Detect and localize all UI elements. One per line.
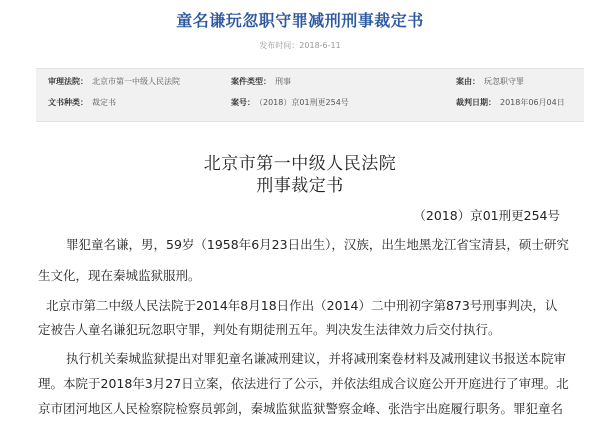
- judgment-date-info: [456, 95, 565, 111]
- body-text-line: 生文化，现在秦城监狱服刑。: [38, 268, 201, 283]
- court-heading: 北京市第一中级人民法院: [203, 154, 397, 174]
- doc-type-label: 文书种类：: [48, 98, 88, 107]
- body-text-line: 定被告人童名谦犯玩忽职守罪，判处有期徒刑五年。判决发生法律效力后交付执行。: [38, 322, 501, 337]
- judgment-date-value: 2018年06月04日: [500, 98, 565, 107]
- judgment-date-label: 裁判日期：: [456, 98, 496, 107]
- cause-info: [456, 74, 524, 90]
- page-title: 童名谦玩忽职守罪减刑刑事裁定书: [176, 11, 424, 30]
- case-info-row: [36, 74, 584, 90]
- publish-date: [0, 40, 600, 51]
- publish-date-value: 2018-6-11: [299, 41, 341, 50]
- cause-label: 案由：: [456, 77, 480, 86]
- case-info-row: [36, 95, 584, 111]
- body-text-line: 执行机关秦城监狱提出对罪犯童名谦减刑建议，并将减刑案卷材料及减刑建议书报送本院审: [66, 351, 567, 366]
- body-text-line: 理。本院于2018年3月27日立案，依法进行了公示，并依法组成合议庭公开开庭进行了审理。北: [38, 376, 569, 391]
- case-type-label: 案件类型：: [231, 77, 271, 86]
- body-text-line: 北京市第二中级人民法院于2014年8月18日作出（2014）二中刑初字第873号刑事判决，认: [46, 298, 558, 313]
- case-type-value: 刑事: [275, 77, 291, 86]
- case-number-info: [231, 95, 349, 111]
- court-info: [48, 74, 180, 90]
- case-number-value: （2018）京01刑更254号: [259, 98, 349, 107]
- doc-type-value: 裁定书: [92, 98, 116, 107]
- cause-value: 玩忽职守罪: [484, 77, 524, 86]
- document-type-heading: 刑事裁定书: [256, 176, 344, 196]
- doc-type-info: [48, 95, 116, 111]
- publish-date-label: 发布时间：: [259, 41, 300, 50]
- case-number: （2018）京01刑更254号: [413, 208, 560, 223]
- case-type-info: [231, 74, 291, 90]
- case-info-panel: [36, 68, 584, 122]
- court-value: 北京市第一中级人民法院: [92, 77, 180, 86]
- body-text-line: 罪犯童名谦，男，59岁（1958年6月23日出生），汉族，出生地黑龙江省宝清县，硕士研究: [66, 237, 569, 252]
- body-text-line: 京市团河地区人民检察院检察员郭剑，秦城监狱监狱警察金峰、张浩宇出庭履行职务。罪犯童名: [38, 401, 564, 416]
- case-number-label: 案号：: [231, 98, 255, 107]
- court-label: 审理法院：: [48, 77, 88, 86]
